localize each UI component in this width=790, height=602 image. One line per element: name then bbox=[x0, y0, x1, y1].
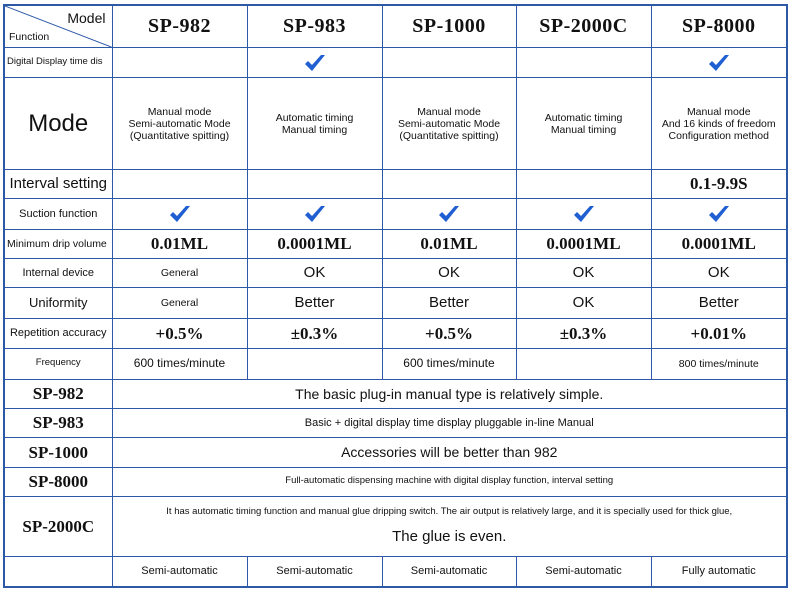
display-row bbox=[4, 48, 787, 78]
mode-sp2000c bbox=[516, 78, 651, 169]
summary-blank bbox=[4, 556, 112, 587]
uniformity-sp983: Better bbox=[247, 288, 382, 318]
mode-line: Manual timing bbox=[281, 123, 348, 136]
mode-sp983 bbox=[247, 78, 382, 169]
repetition-row bbox=[4, 318, 787, 348]
repetition-sp1000: +0.5% bbox=[382, 318, 516, 348]
suction-sp8000 bbox=[651, 199, 787, 229]
desc-row-sp982 bbox=[4, 379, 787, 408]
mode-row bbox=[4, 78, 787, 169]
desc-model-sp2000c: SP-2000C bbox=[4, 497, 112, 557]
suction-label: Suction function bbox=[4, 199, 112, 229]
corner-function-label: Function bbox=[9, 31, 50, 44]
mode-line: Configuration method bbox=[668, 129, 769, 142]
drip-sp983: 0.0001ML bbox=[247, 229, 382, 258]
checkmark-icon bbox=[707, 204, 731, 224]
summary-sp2000c: Semi-automatic bbox=[516, 556, 651, 587]
model-header-sp1000: SP-1000 bbox=[382, 5, 516, 48]
corner-header-cell bbox=[4, 5, 112, 48]
summary-row bbox=[4, 556, 787, 587]
repetition-sp983: ±0.3% bbox=[247, 318, 382, 348]
uniformity-sp8000: Better bbox=[651, 288, 787, 318]
interval-label: Interval setting bbox=[4, 169, 112, 198]
internal-row bbox=[4, 258, 787, 287]
corner-model-label: Model bbox=[67, 10, 106, 26]
uniformity-label: Uniformity bbox=[4, 288, 112, 318]
display-sp1000 bbox=[382, 48, 516, 78]
checkmark-icon bbox=[303, 53, 327, 73]
repetition-sp2000c: ±0.3% bbox=[516, 318, 651, 348]
model-header-sp982: SP-982 bbox=[112, 5, 247, 48]
display-sp2000c bbox=[516, 48, 651, 78]
interval-row bbox=[4, 169, 787, 198]
suction-sp982 bbox=[112, 199, 247, 229]
suction-sp1000 bbox=[382, 199, 516, 229]
mode-sp1000 bbox=[382, 78, 516, 169]
suction-sp2000c bbox=[516, 199, 651, 229]
desc-row-sp1000 bbox=[4, 438, 787, 467]
uniformity-row bbox=[4, 288, 787, 318]
checkmark-icon bbox=[168, 204, 192, 224]
mode-line: Manual timing bbox=[550, 123, 617, 136]
mode-line: Manual mode bbox=[147, 105, 212, 118]
desc-model-sp1000: SP-1000 bbox=[4, 438, 112, 467]
display-sp8000 bbox=[651, 48, 787, 78]
interval-sp8000: 0.1-9.9S bbox=[651, 169, 787, 198]
internal-sp982: General bbox=[112, 258, 247, 287]
header-row bbox=[4, 5, 787, 48]
desc-text-sp8000: Full-automatic dispensing machine with digital display function, interval setting bbox=[112, 467, 787, 496]
mode-label: Mode bbox=[4, 78, 112, 169]
model-header-sp8000: SP-8000 bbox=[651, 5, 787, 48]
drip-sp8000: 0.0001ML bbox=[651, 229, 787, 258]
interval-sp983 bbox=[247, 169, 382, 198]
desc-text-sp982: The basic plug-in manual type is relatively simple. bbox=[112, 379, 787, 408]
display-label: Digital Display time dis bbox=[4, 48, 112, 78]
display-sp983 bbox=[247, 48, 382, 78]
interval-sp1000 bbox=[382, 169, 516, 198]
desc-model-sp983: SP-983 bbox=[4, 408, 112, 437]
mode-line: Manual mode bbox=[417, 105, 481, 118]
desc-model-sp982: SP-982 bbox=[4, 379, 112, 408]
repetition-sp8000: +0.01% bbox=[651, 318, 787, 348]
drip-sp982: 0.01ML bbox=[112, 229, 247, 258]
repetition-label: Repetition accuracy bbox=[4, 318, 112, 348]
repetition-sp982: +0.5% bbox=[112, 318, 247, 348]
frequency-sp1000: 600 times/minute bbox=[382, 349, 516, 379]
mode-sp982 bbox=[112, 78, 247, 169]
mode-line: Automatic timing bbox=[544, 111, 623, 124]
desc-row-sp983 bbox=[4, 408, 787, 437]
mode-line: (Quantitative spitting) bbox=[399, 129, 499, 142]
desc-row-sp8000 bbox=[4, 467, 787, 496]
mode-line: Semi-automatic Mode bbox=[128, 117, 231, 130]
drip-sp1000: 0.01ML bbox=[382, 229, 516, 258]
mode-sp8000 bbox=[651, 78, 787, 169]
uniformity-sp1000: Better bbox=[382, 288, 516, 318]
frequency-label: Frequency bbox=[4, 349, 112, 379]
internal-sp8000: OK bbox=[651, 258, 787, 287]
mode-line: Semi-automatic Mode bbox=[397, 117, 501, 130]
mode-line: And 16 kinds of freedom bbox=[661, 117, 776, 130]
interval-sp2000c bbox=[516, 169, 651, 198]
frequency-sp983 bbox=[247, 349, 382, 379]
desc-text-sp2000c-line1: It has automatic timing function and manual glue dripping switch. The air output is relatively large, and it is specially used for thick glue, bbox=[166, 506, 733, 518]
internal-sp1000: OK bbox=[382, 258, 516, 287]
internal-label: Internal device bbox=[4, 258, 112, 287]
checkmark-icon bbox=[572, 204, 596, 224]
desc-row-sp2000c bbox=[4, 497, 787, 557]
uniformity-sp982: General bbox=[112, 288, 247, 318]
frequency-sp2000c bbox=[516, 349, 651, 379]
suction-row bbox=[4, 199, 787, 229]
checkmark-icon bbox=[707, 53, 731, 73]
desc-text-sp2000c bbox=[112, 497, 787, 557]
desc-text-sp2000c-line2: The glue is even. bbox=[392, 528, 507, 546]
desc-text-sp1000: Accessories will be better than 982 bbox=[112, 438, 787, 467]
summary-sp1000: Semi-automatic bbox=[382, 556, 516, 587]
summary-sp8000: Fully automatic bbox=[651, 556, 787, 587]
drip-label: Minimum drip volume bbox=[4, 229, 112, 258]
summary-sp983: Semi-automatic bbox=[247, 556, 382, 587]
mode-line: Automatic timing bbox=[275, 111, 354, 124]
desc-text-sp983: Basic + digital display time display pluggable in-line Manual bbox=[112, 408, 787, 437]
desc-model-sp8000: SP-8000 bbox=[4, 467, 112, 496]
checkmark-icon bbox=[437, 204, 461, 224]
mode-line: Manual mode bbox=[686, 105, 751, 118]
model-header-sp983: SP-983 bbox=[247, 5, 382, 48]
spec-table bbox=[3, 4, 788, 588]
frequency-row bbox=[4, 349, 787, 379]
drip-row bbox=[4, 229, 787, 258]
model-header-sp2000c: SP-2000C bbox=[516, 5, 651, 48]
interval-sp982 bbox=[112, 169, 247, 198]
frequency-sp982: 600 times/minute bbox=[112, 349, 247, 379]
mode-line: (Quantitative spitting) bbox=[129, 129, 230, 142]
uniformity-sp2000c: OK bbox=[516, 288, 651, 318]
drip-sp2000c: 0.0001ML bbox=[516, 229, 651, 258]
summary-sp982: Semi-automatic bbox=[112, 556, 247, 587]
internal-sp983: OK bbox=[247, 258, 382, 287]
frequency-sp8000: 800 times/minute bbox=[651, 349, 787, 379]
internal-sp2000c: OK bbox=[516, 258, 651, 287]
checkmark-icon bbox=[303, 204, 327, 224]
display-sp982 bbox=[112, 48, 247, 78]
suction-sp983 bbox=[247, 199, 382, 229]
